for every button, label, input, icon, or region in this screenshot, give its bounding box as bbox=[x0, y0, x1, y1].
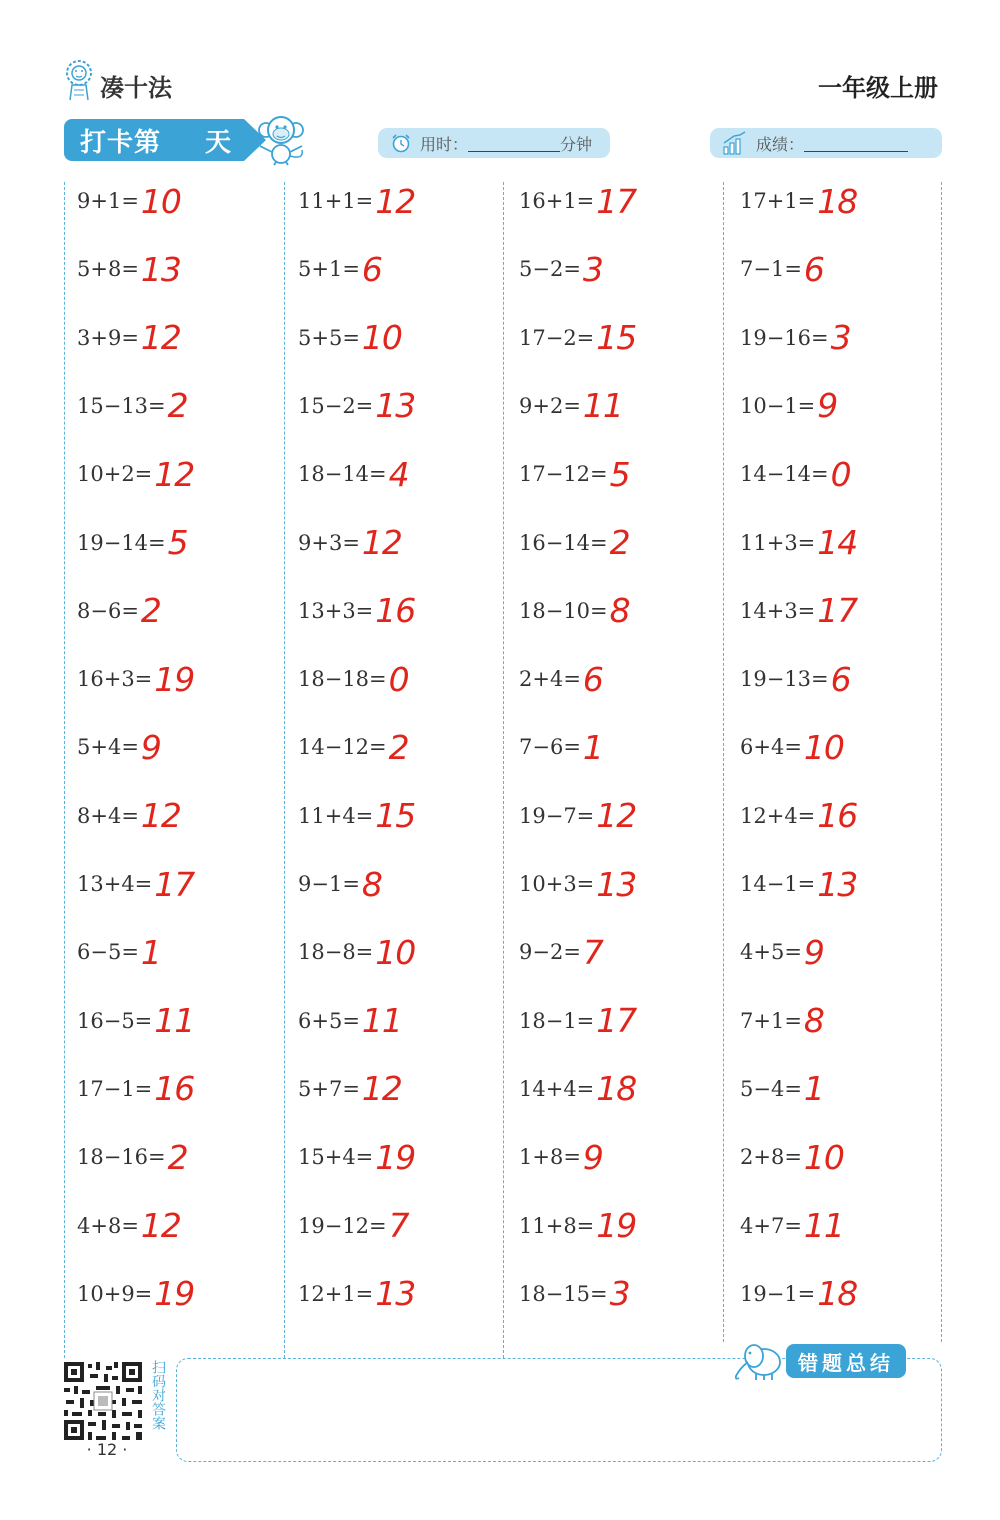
problem-row bbox=[298, 454, 409, 494]
handwritten-answer[interactable]: 19 bbox=[596, 1206, 637, 1245]
problem-question: 16+3= bbox=[77, 667, 153, 692]
problem-row bbox=[519, 318, 636, 358]
problem-row bbox=[519, 181, 636, 221]
handwritten-answer[interactable]: 6 bbox=[803, 249, 824, 289]
problem-row bbox=[77, 386, 188, 426]
problem-row bbox=[77, 932, 161, 972]
problem-question: 9+2= bbox=[519, 393, 581, 418]
problem-question: 10+9= bbox=[77, 1281, 153, 1306]
problem-question: 8−6= bbox=[77, 598, 139, 623]
problem-question: 2+8= bbox=[740, 1145, 802, 1170]
problem-question: 1+8= bbox=[519, 1145, 581, 1170]
problem-question: 8+4= bbox=[77, 803, 139, 828]
time-unit: 分钟 bbox=[560, 134, 593, 154]
problem-row bbox=[740, 727, 844, 767]
checkin-day-label: 天 bbox=[205, 127, 233, 158]
problem-row bbox=[740, 864, 857, 904]
problem-question: 11+4= bbox=[298, 803, 374, 828]
handwritten-answer[interactable]: 12 bbox=[375, 181, 416, 221]
problem-row bbox=[740, 318, 851, 358]
problem-row bbox=[298, 386, 415, 426]
handwritten-answer[interactable]: 19 bbox=[375, 1137, 416, 1177]
problem-row bbox=[77, 454, 194, 494]
problem-question: 16+1= bbox=[519, 189, 595, 213]
handwritten-answer[interactable]: 1 bbox=[582, 727, 603, 767]
problem-row bbox=[519, 454, 630, 494]
handwritten-answer[interactable]: 12 bbox=[140, 1206, 181, 1245]
problem-row bbox=[298, 591, 415, 631]
column-divider bbox=[284, 182, 285, 1358]
problem-question: 16−5= bbox=[77, 1008, 153, 1033]
page-number: · 12 · bbox=[86, 1440, 128, 1459]
problem-question: 6+4= bbox=[740, 735, 802, 760]
handwritten-answer[interactable]: 6 bbox=[361, 249, 382, 289]
handwritten-answer[interactable]: 17 bbox=[596, 181, 637, 221]
problem-question: 19−14= bbox=[77, 530, 166, 555]
problem-question: 10+3= bbox=[519, 872, 595, 896]
problem-row bbox=[298, 1206, 409, 1246]
qr-label: 扫码对答案 bbox=[150, 1360, 166, 1430]
problem-row bbox=[519, 1069, 636, 1109]
problem-row bbox=[740, 591, 857, 631]
problem-question: 19−7= bbox=[519, 803, 595, 828]
problem-question: 12+1= bbox=[298, 1281, 374, 1306]
problem-question: 19−12= bbox=[298, 1213, 387, 1238]
problem-row bbox=[77, 1274, 194, 1314]
column-divider bbox=[723, 182, 724, 1342]
problem-row bbox=[740, 386, 837, 426]
problem-row bbox=[77, 659, 194, 699]
time-field[interactable] bbox=[378, 128, 610, 158]
column-divider bbox=[64, 182, 65, 1358]
handwritten-answer[interactable]: 10 bbox=[361, 318, 402, 358]
problem-row bbox=[77, 796, 181, 836]
problem-row bbox=[298, 318, 402, 358]
problem-row bbox=[298, 932, 415, 972]
alarm-clock-icon bbox=[390, 132, 412, 154]
handwritten-answer[interactable]: 7 bbox=[582, 932, 603, 972]
problem-question: 18−16= bbox=[77, 1145, 166, 1170]
problem-question: 9+1= bbox=[77, 189, 139, 213]
handwritten-answer[interactable]: 13 bbox=[596, 864, 637, 904]
problem-row bbox=[77, 864, 194, 904]
problem-row bbox=[740, 523, 857, 563]
problem-row bbox=[298, 864, 382, 904]
handwritten-answer[interactable]: 18 bbox=[817, 181, 858, 221]
problem-question: 5+7= bbox=[298, 1076, 360, 1101]
problem-question: 5−4= bbox=[740, 1076, 802, 1101]
mistake-summary-label: 错题总结 bbox=[786, 1344, 906, 1378]
problem-row bbox=[519, 386, 623, 426]
problem-row bbox=[77, 318, 181, 358]
problem-row bbox=[740, 1137, 844, 1177]
problem-row bbox=[519, 1274, 630, 1314]
problem-row bbox=[298, 727, 409, 767]
handwritten-answer[interactable]: 10 bbox=[803, 727, 844, 767]
handwritten-answer[interactable]: 13 bbox=[140, 249, 181, 289]
handwritten-answer[interactable]: 3 bbox=[830, 318, 851, 358]
handwritten-answer[interactable]: 12 bbox=[140, 796, 181, 836]
problem-question: 12+4= bbox=[740, 803, 816, 828]
problem-row bbox=[519, 249, 603, 289]
problem-question: 5+4= bbox=[77, 735, 139, 760]
handwritten-answer[interactable]: 5 bbox=[167, 523, 188, 562]
problem-row bbox=[298, 523, 402, 563]
handwritten-answer[interactable]: 12 bbox=[596, 796, 637, 836]
problem-question: 18−18= bbox=[298, 667, 387, 692]
handwritten-answer[interactable]: 15 bbox=[596, 318, 637, 358]
problem-row bbox=[519, 1206, 636, 1246]
handwritten-answer[interactable]: 4 bbox=[388, 454, 409, 494]
problem-question: 14−14= bbox=[740, 462, 829, 487]
problem-row bbox=[740, 1001, 824, 1041]
problem-question: 3+9= bbox=[77, 325, 139, 350]
problem-row bbox=[77, 727, 161, 767]
handwritten-answer[interactable]: 2 bbox=[609, 523, 630, 562]
handwritten-answer[interactable]: 17 bbox=[596, 1001, 637, 1041]
problem-question: 2+4= bbox=[519, 667, 581, 692]
problem-question: 17+1= bbox=[740, 189, 816, 213]
problem-row bbox=[77, 249, 181, 289]
problem-question: 7+1= bbox=[740, 1008, 802, 1033]
handwritten-answer[interactable]: 7 bbox=[388, 1206, 409, 1245]
handwritten-answer[interactable]: 9 bbox=[817, 386, 838, 426]
handwritten-answer[interactable]: 13 bbox=[817, 864, 858, 904]
problem-question: 4+5= bbox=[740, 940, 802, 965]
checkin-banner bbox=[64, 119, 244, 161]
monkey-mascot-icon bbox=[252, 110, 310, 166]
problem-question: 5+1= bbox=[298, 257, 360, 282]
problem-question: 16−14= bbox=[519, 530, 608, 555]
problem-row bbox=[519, 1001, 636, 1041]
problem-row bbox=[77, 1137, 188, 1177]
problem-row bbox=[519, 659, 603, 699]
problem-question: 18−1= bbox=[519, 1008, 595, 1033]
checkin-label: 打卡第 bbox=[80, 127, 162, 158]
problem-question: 4+7= bbox=[740, 1213, 802, 1238]
problem-question: 13+3= bbox=[298, 598, 374, 623]
problem-row bbox=[298, 1001, 402, 1041]
problem-row bbox=[519, 864, 636, 904]
qr-code-icon[interactable] bbox=[62, 1360, 144, 1442]
problem-question: 18−8= bbox=[298, 940, 374, 965]
problem-row bbox=[519, 796, 636, 836]
handwritten-answer[interactable]: 8 bbox=[609, 591, 630, 631]
lion-logo-icon bbox=[62, 58, 96, 102]
handwritten-answer[interactable]: 5 bbox=[609, 454, 630, 494]
problem-question: 19−13= bbox=[740, 667, 829, 692]
problem-row bbox=[77, 523, 188, 563]
problem-row bbox=[77, 1206, 181, 1246]
handwritten-answer[interactable]: 6 bbox=[830, 659, 851, 699]
problem-row bbox=[298, 659, 409, 699]
handwritten-answer[interactable]: 1 bbox=[803, 1069, 824, 1109]
elephant-icon bbox=[730, 1338, 788, 1382]
problem-question: 7−6= bbox=[519, 735, 581, 760]
handwritten-answer[interactable]: 10 bbox=[375, 932, 416, 972]
problem-row bbox=[519, 727, 603, 767]
problem-row bbox=[740, 181, 857, 221]
problem-question: 17−2= bbox=[519, 325, 595, 350]
handwritten-answer[interactable]: 19 bbox=[154, 1274, 195, 1314]
problem-row bbox=[740, 454, 851, 494]
brand-title: 凑十法 bbox=[100, 74, 172, 102]
problem-row bbox=[740, 1274, 857, 1314]
handwritten-answer[interactable]: 18 bbox=[817, 1274, 858, 1314]
problem-question: 5−2= bbox=[519, 257, 581, 282]
problem-question: 14−1= bbox=[740, 872, 816, 896]
handwritten-answer[interactable]: 12 bbox=[361, 523, 402, 562]
problem-question: 18−10= bbox=[519, 598, 608, 623]
handwritten-answer[interactable]: 0 bbox=[388, 659, 409, 699]
problem-question: 18−14= bbox=[298, 462, 387, 487]
handwritten-answer[interactable]: 12 bbox=[140, 318, 181, 358]
problem-question: 5+8= bbox=[77, 257, 139, 282]
problem-row bbox=[519, 523, 630, 563]
handwritten-answer[interactable]: 19 bbox=[154, 659, 195, 699]
problem-row bbox=[519, 932, 603, 972]
score-blank[interactable] bbox=[804, 135, 908, 152]
handwritten-answer[interactable]: 12 bbox=[154, 454, 195, 494]
grade-label: 一年级上册 bbox=[818, 74, 938, 102]
handwritten-answer[interactable]: 10 bbox=[803, 1137, 844, 1177]
problem-row bbox=[298, 249, 382, 289]
time-label: 用时： bbox=[420, 134, 469, 154]
problem-row bbox=[740, 932, 824, 972]
problem-question: 17−1= bbox=[77, 1076, 153, 1101]
handwritten-answer[interactable]: 2 bbox=[167, 386, 188, 426]
problem-question: 4+8= bbox=[77, 1213, 139, 1238]
problem-question: 5+5= bbox=[298, 325, 360, 350]
problem-question: 19−1= bbox=[740, 1281, 816, 1306]
problem-question: 11+8= bbox=[519, 1213, 595, 1238]
problem-question: 6−5= bbox=[77, 940, 139, 965]
column-divider bbox=[503, 182, 504, 1358]
problem-row bbox=[740, 1069, 824, 1109]
problem-question: 14+4= bbox=[519, 1076, 595, 1101]
score-label: 成绩： bbox=[756, 134, 805, 154]
problem-question: 9−2= bbox=[519, 940, 581, 965]
problem-question: 13+4= bbox=[77, 872, 153, 896]
handwritten-answer[interactable]: 16 bbox=[375, 591, 416, 631]
problem-question: 6+5= bbox=[298, 1008, 360, 1033]
problem-question: 14−12= bbox=[298, 735, 387, 760]
problem-row bbox=[298, 181, 415, 221]
handwritten-answer[interactable]: 8 bbox=[803, 1001, 824, 1041]
problem-question: 14+3= bbox=[740, 598, 816, 623]
problem-question: 15−2= bbox=[298, 393, 374, 418]
handwritten-answer[interactable]: 12 bbox=[361, 1069, 402, 1109]
problem-question: 9−1= bbox=[298, 872, 360, 896]
handwritten-answer[interactable]: 11 bbox=[154, 1001, 195, 1041]
problem-question: 15+4= bbox=[298, 1145, 374, 1170]
handwritten-answer[interactable]: 13 bbox=[375, 386, 416, 426]
handwritten-answer[interactable]: 6 bbox=[582, 659, 603, 699]
problem-question: 11+3= bbox=[740, 530, 816, 555]
handwritten-answer[interactable]: 1 bbox=[140, 932, 161, 972]
handwritten-answer[interactable]: 2 bbox=[388, 727, 409, 767]
handwritten-answer[interactable]: 3 bbox=[582, 249, 603, 289]
problem-row bbox=[740, 249, 824, 289]
column-divider bbox=[941, 182, 942, 1342]
handwritten-answer[interactable]: 18 bbox=[596, 1069, 637, 1109]
problem-row bbox=[77, 181, 181, 221]
problem-row bbox=[77, 591, 161, 631]
problem-row bbox=[298, 796, 415, 836]
problem-row bbox=[519, 1137, 603, 1177]
handwritten-answer[interactable]: 9 bbox=[140, 727, 161, 767]
handwritten-answer[interactable]: 9 bbox=[582, 1137, 603, 1177]
handwritten-answer[interactable]: 15 bbox=[375, 796, 416, 836]
handwritten-answer[interactable]: 14 bbox=[817, 523, 858, 562]
handwritten-answer[interactable]: 11 bbox=[803, 1206, 844, 1245]
problem-row bbox=[519, 591, 630, 631]
handwritten-answer[interactable]: 17 bbox=[817, 591, 858, 631]
score-field[interactable] bbox=[710, 128, 942, 158]
problem-question: 7−1= bbox=[740, 257, 802, 282]
problem-row bbox=[740, 659, 851, 699]
handwritten-answer[interactable]: 16 bbox=[154, 1069, 195, 1109]
time-blank[interactable] bbox=[468, 135, 560, 152]
problem-question: 11+1= bbox=[298, 189, 374, 213]
handwritten-answer[interactable]: 16 bbox=[817, 796, 858, 836]
handwritten-answer[interactable]: 9 bbox=[803, 932, 824, 972]
problem-question: 18−15= bbox=[519, 1281, 608, 1306]
handwritten-answer[interactable]: 8 bbox=[361, 864, 382, 904]
problem-question: 19−16= bbox=[740, 325, 829, 350]
handwritten-answer[interactable]: 11 bbox=[582, 386, 623, 426]
handwritten-answer[interactable]: 17 bbox=[154, 864, 195, 904]
handwritten-answer[interactable]: 3 bbox=[609, 1274, 630, 1314]
bar-chart-icon bbox=[722, 131, 748, 155]
problem-row bbox=[740, 1206, 844, 1246]
problem-question: 17−12= bbox=[519, 462, 608, 487]
handwritten-answer[interactable]: 11 bbox=[361, 1001, 402, 1041]
problem-question: 10+2= bbox=[77, 462, 153, 487]
problem-question: 15−13= bbox=[77, 393, 166, 418]
problem-row bbox=[298, 1137, 415, 1177]
problem-question: 10−1= bbox=[740, 393, 816, 418]
problem-row bbox=[298, 1069, 402, 1109]
handwritten-answer[interactable]: 2 bbox=[140, 591, 161, 631]
problem-row bbox=[77, 1069, 194, 1109]
problem-question: 9+3= bbox=[298, 530, 360, 555]
handwritten-answer[interactable]: 2 bbox=[167, 1137, 188, 1177]
handwritten-answer[interactable]: 0 bbox=[830, 454, 851, 494]
problem-row bbox=[740, 796, 857, 836]
handwritten-answer[interactable]: 10 bbox=[140, 181, 181, 221]
problem-row bbox=[298, 1274, 415, 1314]
handwritten-answer[interactable]: 13 bbox=[375, 1274, 416, 1314]
problem-row bbox=[77, 1001, 194, 1041]
